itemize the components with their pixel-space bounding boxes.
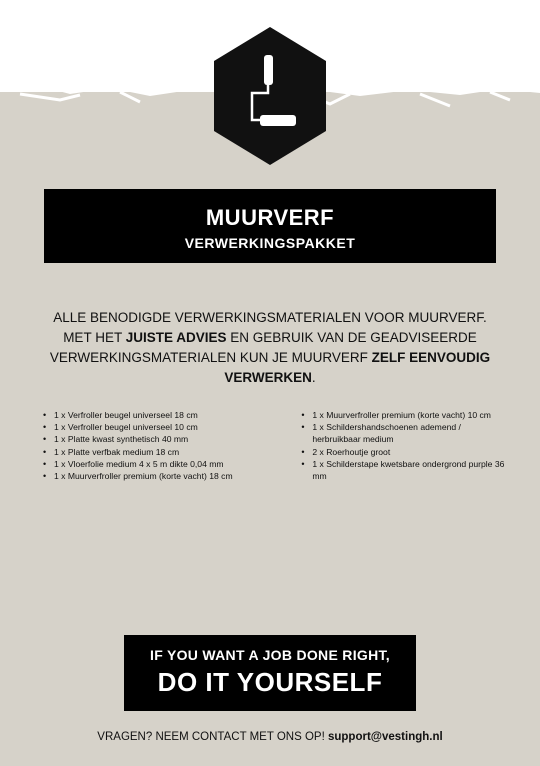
list-item: • 1 x Muurverfroller premium (korte vacht) 18 cm xyxy=(54,470,276,482)
list-item: • 1 x Platte verfbak medium 18 cm xyxy=(54,446,276,458)
list-item: • 1 x Schilderstape kwetsbare ondergrond purple 36 mm xyxy=(312,458,510,482)
list-item: • 1 x Verfroller beugel universeel 10 cm xyxy=(54,421,276,433)
support-email-link[interactable]: support@vestingh.nl xyxy=(327,731,443,743)
intro-part1: ALLE BENODIGDE VERWERKINGSMATERIALEN VOOR MUURVERF. MET HET xyxy=(53,310,487,345)
materials-list xyxy=(40,409,510,482)
list-item: • 2 x Roerhoutje groot xyxy=(312,446,510,458)
page-subtitle: VERWERKINGSPAKKET xyxy=(184,235,356,251)
title-banner xyxy=(44,189,496,263)
intro-text xyxy=(40,308,500,388)
list-item: • 1 x Muurverfroller premium (korte vacht) 10 cm xyxy=(312,409,510,421)
materials-column-left xyxy=(40,409,276,482)
list-item: • 1 x Platte kwast synthetisch 40 mm xyxy=(54,433,276,445)
list-item: • 1 x Vloerfolie medium 4 x 5 m dikte 0,04 mm xyxy=(54,458,276,470)
paint-roller-icon xyxy=(212,25,328,167)
intro-part3: . xyxy=(311,370,316,385)
list-item: • 1 x Schildershandschoenen ademend / herbruikbaar medium xyxy=(312,421,510,445)
intro-bold1: JUISTE ADVIES xyxy=(125,330,227,345)
slogan-line2: DO IT YOURSELF xyxy=(157,667,383,697)
list-item: • 1 x Verfroller beugel universeel 18 cm xyxy=(54,409,276,421)
intro-part2: EN GEBRUIK VAN DE GEADVISEERDE VERWERKINGSMATERIALEN KUN JE MUURVERF xyxy=(49,330,477,365)
intro-bold2: ZELF EENVOUDIG VERWERKEN xyxy=(224,350,491,385)
slogan-line1: IF YOU WANT A JOB DONE RIGHT, xyxy=(150,647,390,663)
page-title: MUURVERF xyxy=(205,205,335,230)
footer-text: VRAGEN? NEEM CONTACT MET ONS OP! xyxy=(97,731,328,743)
slogan-box xyxy=(124,635,416,711)
footer-contact xyxy=(0,731,540,743)
materials-column-right xyxy=(298,409,510,482)
